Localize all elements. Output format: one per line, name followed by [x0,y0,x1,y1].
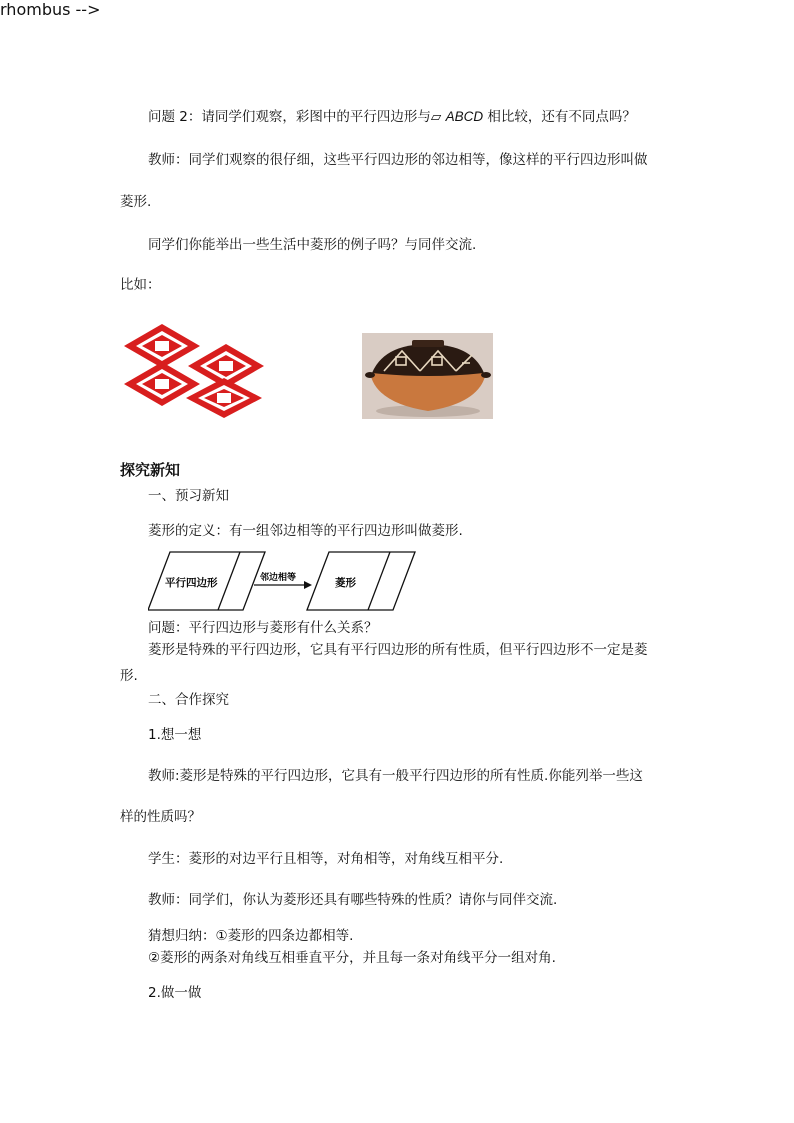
step-1-heading: 1.想一想 [148,727,202,743]
question-2 [148,109,636,125]
conjecture-2: ②菱形的两条对角线互相垂直平分，并且每一条对角线平分一组对角. [148,950,556,966]
part-2-heading: 二、合作探究 [148,692,229,708]
teacher-remark-2-line2: 样的性质吗？ [120,809,201,825]
paper-cut-rhombus-image [120,322,268,418]
section-title: 探究新知 [120,461,181,479]
parallelogram-divider [218,552,240,610]
teacher-remark-2-line1: 教师:菱形是特殊的平行四边形，它具有一般平行四边形的所有性质.你能列举一些这 [148,768,643,784]
teacher-remark-1-line1: 教师：同学们观察的很仔细，这些平行四边形的邻边相等，像这样的平行四边形叫做 [148,152,648,168]
for-example-label: 比如： [120,277,161,293]
arrow-head [304,581,312,589]
part-1-heading: 一、预习新知 [148,488,229,504]
student-answer: 学生：菱形的对边平行且相等，对角相等，对角线互相平分. [148,851,504,867]
examples-prompt: 同学们你能举出一些生活中菱形的例子吗？与同伴交流. [148,237,477,253]
rhombus-definition: 菱形的定义：有一组邻边相等的平行四边形叫做菱形. [148,523,463,539]
diagram-left-label: 平行四边形 [165,577,218,589]
parallelogram-symbol: ▱ [430,109,442,125]
rhombus-divider [368,552,390,610]
relation-question: 问题：平行四边形与菱形有什么关系？ [148,620,378,636]
definition-diagram [148,550,418,614]
relation-answer-line2: 形. [120,668,138,684]
painted-pottery-image [362,333,493,419]
conjecture-1: 猜想归纳：①菱形的四条边都相等. [148,928,354,944]
relation-answer-line1: 菱形是特殊的平行四边形，它具有平行四边形的所有性质，但平行四边形不一定是菱 [148,642,648,658]
question-2-suffix: 相比较，还有不同点吗？ [487,109,636,125]
teacher-remark-1-line2: 菱形. [120,194,152,210]
teacher-remark-3: 教师：同学们，你认为菱形还具有哪些特殊的性质？请你与同伴交流. [148,892,558,908]
diagram-right-label: 菱形 [335,577,356,589]
rhombus-shape [307,552,415,610]
diagram-arrow-label: 邻边相等 [260,573,297,583]
parallelogram-name: ABCD [445,109,484,124]
question-2-prefix: 问题 2：请同学们观察，彩图中的平行四边形与 [148,109,431,125]
step-2-heading: 2.做一做 [148,985,202,1001]
